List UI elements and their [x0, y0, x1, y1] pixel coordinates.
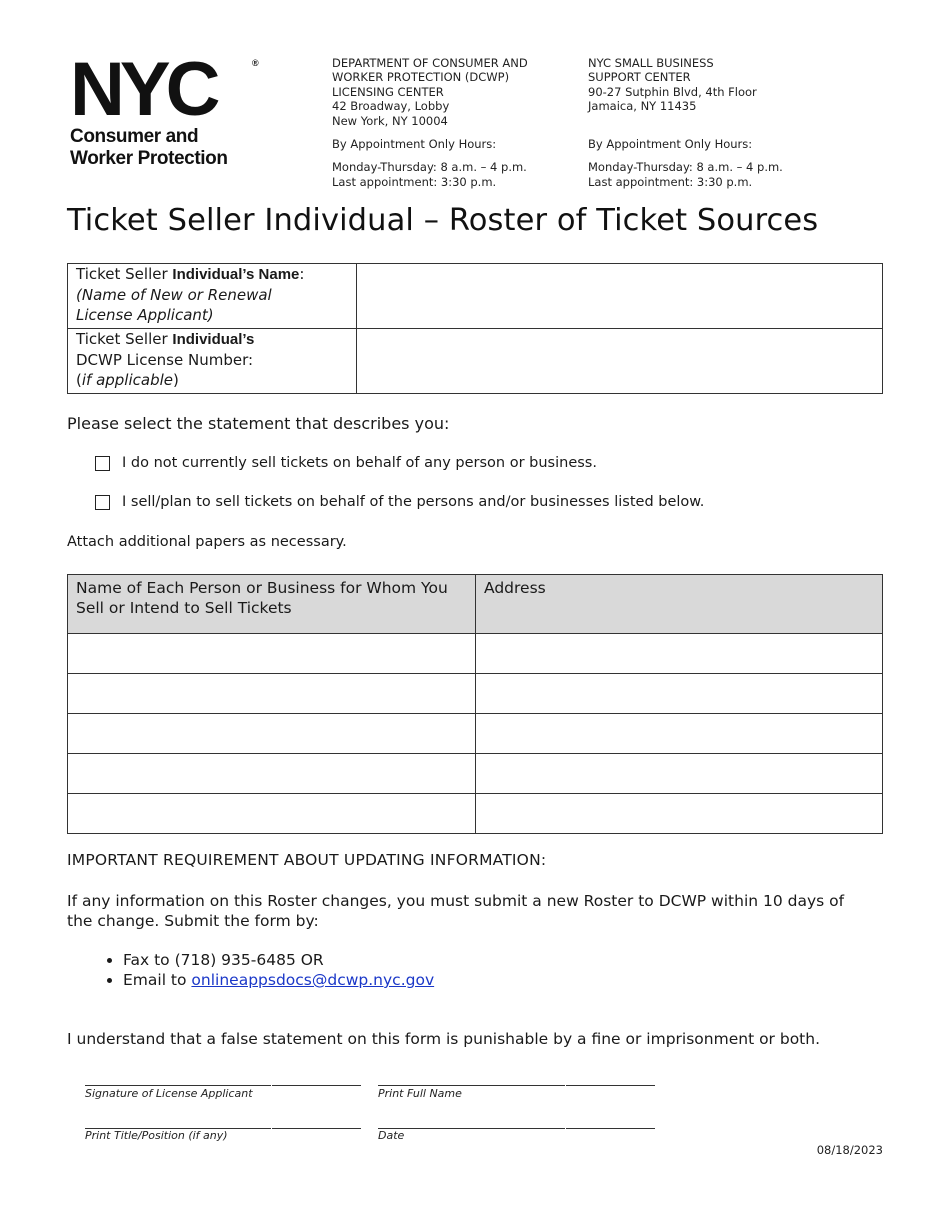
- table-row: [68, 264, 883, 329]
- checkbox-sells-for-others[interactable]: [95, 495, 110, 510]
- submission-methods-list: [67, 950, 434, 990]
- attach-note: Attach additional papers as necessary.: [67, 534, 347, 550]
- requirement-paragraph: If any information on this Roster changes, you must submit a new Roster to DCWP within 10 days of the change. Submit the form by:: [67, 892, 845, 930]
- roster-address-cell[interactable]: [476, 634, 883, 674]
- option-label: I do not currently sell tickets on behalf of any person or business.: [122, 455, 597, 471]
- checkbox-no-sales[interactable]: [95, 456, 110, 471]
- roster-name-cell[interactable]: [68, 794, 476, 834]
- hours: Monday-Thursday: 8 a.m. – 4 p.m.: [332, 160, 527, 175]
- license-number-field[interactable]: [357, 329, 883, 394]
- print-name-label: Print Full Name: [378, 1087, 462, 1100]
- applicant-name-field[interactable]: [357, 264, 883, 329]
- license-label-cell: Ticket Seller Individual’s DCWP License Number: (if applicable): [68, 329, 357, 394]
- name-label-cell: Ticket Seller Individual’s Name: (Name of New or Renewal License Applicant): [68, 264, 357, 329]
- signature-line[interactable]: [85, 1085, 271, 1086]
- table-row: [68, 794, 883, 834]
- roster-table: [67, 574, 883, 834]
- list-item-email: • Email to onlineappsdocs@dcwp.nyc.gov: [123, 970, 434, 990]
- registered-mark: ®: [252, 58, 259, 68]
- title-label: Print Title/Position (if any): [85, 1129, 228, 1142]
- table-row: [68, 634, 883, 674]
- last-appointment: Last appointment: 3:30 p.m.: [588, 174, 753, 189]
- date-line[interactable]: [378, 1128, 565, 1129]
- form-revision-date: 08/18/2023: [816, 1143, 883, 1157]
- name-note: (Name of New or Renewal License Applicant): [76, 286, 272, 324]
- table-header-row: [68, 575, 883, 634]
- signature-label: Signature of License Applicant: [85, 1087, 253, 1100]
- print-name-line-extension: [566, 1085, 655, 1086]
- requirement-heading: IMPORTANT REQUIREMENT ABOUT UPDATING INFORMATION:: [67, 851, 547, 869]
- option-label: I sell/plan to sell tickets on behalf of the persons and/or businesses listed below.: [122, 494, 705, 510]
- table-row: [68, 714, 883, 754]
- option-no-sales[interactable]: [95, 455, 597, 471]
- roster-address-cell[interactable]: [476, 794, 883, 834]
- roster-address-cell[interactable]: [476, 674, 883, 714]
- logo-wordmark: NYC ®: [70, 47, 259, 132]
- list-item-fax: • Fax to (718) 935-6485 OR: [123, 950, 434, 970]
- table-row: [68, 329, 883, 394]
- date-label: Date: [378, 1129, 405, 1142]
- page-title: Ticket Seller Individual – Roster of Ticket Sources: [67, 203, 819, 238]
- logo-subtitle: Consumer and Worker Protection: [70, 126, 228, 169]
- attestation-statement: I understand that a false statement on this form is punishable by a fine or imprisonment or both.: [67, 1030, 821, 1048]
- roster-name-cell[interactable]: [68, 714, 476, 754]
- last-appointment: Last appointment: 3:30 p.m.: [332, 174, 497, 189]
- roster-address-cell[interactable]: [476, 714, 883, 754]
- hours: Monday-Thursday: 8 a.m. – 4 p.m.: [588, 160, 783, 175]
- selection-prompt: Please select the statement that describes you:: [67, 414, 450, 433]
- option-sells-for-others[interactable]: [95, 494, 704, 510]
- hours-label: By Appointment Only Hours:: [588, 137, 753, 152]
- column-header-name: Name of Each Person or Business for Whom You Sell or Intend to Sell Tickets: [68, 575, 476, 634]
- hours-label: By Appointment Only Hours:: [332, 137, 497, 152]
- signature-line-extension: [272, 1085, 361, 1086]
- roster-name-cell[interactable]: [68, 674, 476, 714]
- sbs-office-address: NYC SMALL BUSINESS SUPPORT CENTER 90-27 Sutphin Blvd, 4th Floor Jamaica, NY 11435 By Appointment Only Hours: Monday-Thursday: 8 a.m. – 4 p.m. Last appointment: 3:30 p.m.: [588, 56, 783, 189]
- roster-address-cell[interactable]: [476, 754, 883, 794]
- nyc-dcwp-logo: [70, 47, 260, 170]
- roster-name-cell[interactable]: [68, 754, 476, 794]
- print-name-line[interactable]: [378, 1085, 565, 1086]
- table-row: [68, 674, 883, 714]
- applicant-info-table: [67, 263, 883, 394]
- table-row: [68, 754, 883, 794]
- title-line-extension: [272, 1128, 361, 1129]
- roster-name-cell[interactable]: [68, 634, 476, 674]
- email-link[interactable]: onlineappsdocs@dcwp.nyc.gov: [191, 971, 435, 989]
- column-header-address: Address: [476, 575, 883, 634]
- date-line-extension: [566, 1128, 655, 1129]
- dcwp-office-address: DEPARTMENT OF CONSUMER AND WORKER PROTECTION (DCWP) LICENSING CENTER 42 Broadway, Lobby New York, NY 10004 By Appointment Only Hours: Monday-Thursday: 8 a.m. – 4 p.m. Last appointment: 3:30 p.m.: [332, 56, 528, 189]
